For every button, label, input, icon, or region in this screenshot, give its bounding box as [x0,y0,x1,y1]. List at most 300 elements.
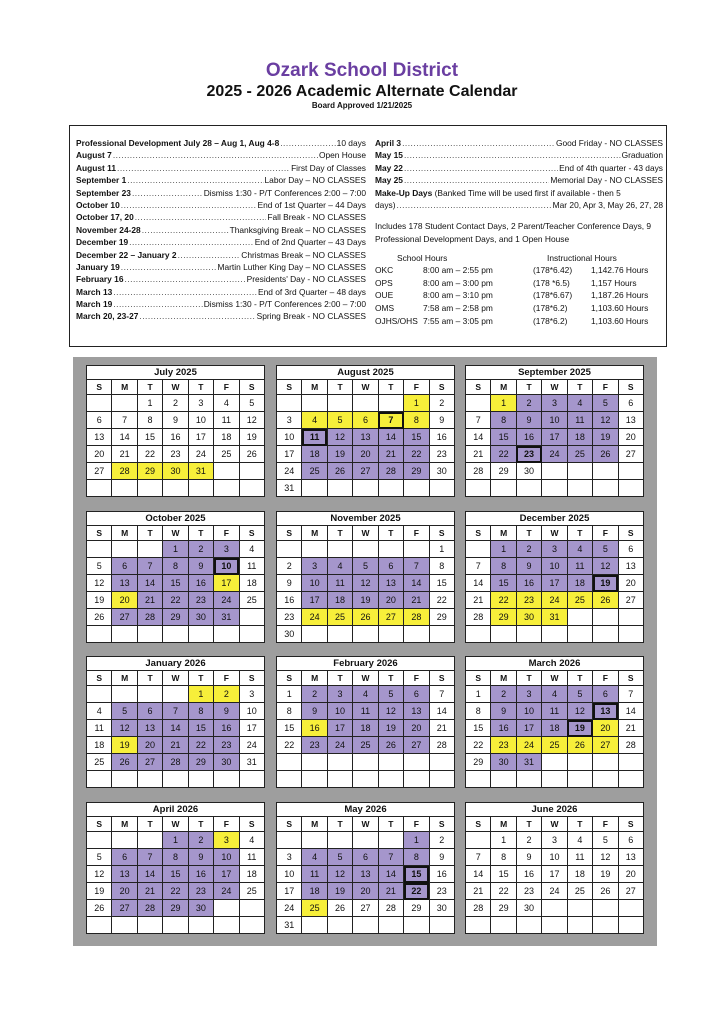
event-date: May 25 [375,175,403,186]
month-name: June 2026 [465,802,644,816]
calendar-day: 22 [404,883,429,900]
calendar-empty-cell [214,463,239,480]
calendar-day: 15 [491,575,516,592]
calendar-day: 30 [188,609,213,626]
event-description: 10 days [336,138,366,148]
calendar-day: 5 [112,703,137,720]
calendar-empty-cell [618,626,643,643]
calendar-day: 14 [137,866,162,883]
calendar-empty-cell [466,917,491,934]
calendar-day: 23 [491,737,516,754]
weekday-header: S [87,526,112,541]
calendar-day: 31 [277,917,302,934]
calendar-day: 30 [429,900,454,917]
calendar-day: 21 [163,737,188,754]
calendar-empty-cell [378,626,403,643]
weekday-header: M [491,380,516,395]
calendar-day: 23 [302,737,327,754]
calendar-day: 31 [516,754,541,771]
calendar-empty-cell [239,480,264,497]
calendar-empty-cell [516,626,541,643]
calendar-day: 2 [188,541,213,558]
calendar-day: 24 [214,592,239,609]
calendar-day: 18 [542,720,567,737]
calendar-day: 25 [87,754,112,771]
weekday-header: M [302,526,327,541]
calendar-day: 6 [137,703,162,720]
calendar-day: 1 [491,395,516,412]
weekday-header: S [277,380,302,395]
event-description: First Day of Classes [291,162,366,173]
calendar-empty-cell [302,395,327,412]
event-date: September 23 [76,187,131,198]
events-left-column [76,137,366,323]
hours-table [375,252,663,327]
calendar-empty-cell [353,395,378,412]
weekday-header: F [593,671,618,686]
calendar-day: 16 [214,720,239,737]
calendar-day: 6 [112,849,137,866]
calendar-empty-cell [87,626,112,643]
calendar-empty-cell [188,917,213,934]
weekday-header: F [404,380,429,395]
weekday-header: S [277,817,302,832]
weekday-header: S [429,671,454,686]
calendar-day: 16 [491,720,516,737]
month-calendar [86,511,265,643]
calendar-empty-cell [239,771,264,788]
calendar-day: 3 [214,541,239,558]
calendar-empty-cell [353,626,378,643]
calendar-day: 10 [214,849,239,866]
weekday-header: T [378,817,403,832]
makeup-line2-end: Mar 20, Apr 3, May 26, 27, 28 [552,199,663,210]
event-description: End of 2nd Quarter – 43 Days [254,237,366,248]
calendar-empty-cell [112,771,137,788]
calendar-day: 25 [567,592,592,609]
hours-row [375,289,663,302]
calendar-day: 4 [567,541,592,558]
calendar-day: 5 [87,849,112,866]
calendar-empty-cell [618,771,643,788]
calendar-day: 29 [466,754,491,771]
hours-calc: (178*6.42) [533,265,573,276]
calendar-day: 13 [137,720,162,737]
hours-total: 1,103.60 Hours [591,315,649,326]
calendar-day: 4 [567,395,592,412]
calendar-empty-cell [239,609,264,626]
event-row [375,137,663,149]
calendar-subtitle: 2025 - 2026 Academic Alternate Calendar [206,83,518,100]
calendar-day: 13 [112,575,137,592]
weekday-header: T [567,380,592,395]
month-name: May 2026 [276,802,455,816]
calendar-day: 18 [567,575,592,592]
calendar-day: 31 [214,609,239,626]
calendar-day: 3 [542,541,567,558]
weekday-header: F [404,817,429,832]
events-right-column [375,137,663,327]
calendar-day: 7 [618,686,643,703]
calendar-empty-cell [137,480,162,497]
calendar-day: 28 [466,609,491,626]
calendar-day: 21 [429,720,454,737]
calendar-day: 12 [87,866,112,883]
calendar-day: 11 [87,720,112,737]
calendar-day: 8 [429,558,454,575]
calendar-day: 14 [378,866,403,883]
calendar-day: 26 [327,463,352,480]
event-date: January 19 [76,261,120,272]
weekday-header: T [188,526,213,541]
calendar-day: 17 [302,592,327,609]
calendar-day: 8 [491,558,516,575]
school-name: OMS [375,302,395,313]
calendar-day: 8 [491,849,516,866]
calendar-day: 10 [188,412,213,429]
calendar-day: 30 [429,463,454,480]
calendar-day: 31 [188,463,213,480]
calendar-day: 21 [466,592,491,609]
calendar-empty-cell [466,771,491,788]
calendar-day: 7 [466,849,491,866]
event-date: October 10 [76,199,120,210]
calendar-day: 5 [327,849,352,866]
calendar-empty-cell [327,754,352,771]
calendar-day: 2 [277,558,302,575]
calendar-empty-cell [137,541,162,558]
calendar-day: 16 [516,429,541,446]
calendar-day: 26 [87,900,112,917]
calendar-empty-cell [491,480,516,497]
calendar-day: 1 [404,832,429,849]
calendar-day: 27 [112,900,137,917]
calendar-day: 26 [593,446,618,463]
calendar-day: 19 [567,720,592,737]
calendar-day: 30 [188,900,213,917]
calendar-day: 4 [239,832,264,849]
calendar-day: 22 [277,737,302,754]
calendar-day: 5 [567,686,592,703]
calendar-day: 18 [302,446,327,463]
calendar-day: 14 [163,720,188,737]
weekday-header: W [163,671,188,686]
calendar-day: 27 [353,900,378,917]
calendar-day: 12 [593,849,618,866]
calendar-empty-cell [137,771,162,788]
calendar-day: 2 [516,395,541,412]
weekday-header: S [239,526,264,541]
calendar-day: 11 [542,703,567,720]
event-description: Open House [318,150,366,161]
calendar-day: 21 [618,720,643,737]
calendar-day: 11 [239,849,264,866]
calendar-day: 30 [163,463,188,480]
event-description: Dismiss 1:30 - P/T Conferences 2:00 – 7:00 [203,299,366,310]
important-dates-box [69,125,667,347]
weekday-header: S [277,526,302,541]
calendar-day: 9 [188,849,213,866]
calendar-day: 10 [302,575,327,592]
weekday-header: M [491,817,516,832]
weekday-header: T [516,817,541,832]
weekday-header: S [618,671,643,686]
calendar-day: 16 [277,592,302,609]
calendar-day: 22 [163,883,188,900]
weekday-header: T [188,671,213,686]
hours-row [375,302,663,315]
calendar-day: 25 [302,463,327,480]
calendar-day: 1 [491,541,516,558]
event-row [375,149,663,161]
school-name: OJHS/OHS [375,315,418,326]
calendar-day: 10 [214,558,239,575]
event-row [76,310,366,322]
calendar-day: 28 [429,737,454,754]
calendar-empty-cell [466,480,491,497]
calendar-day: 8 [466,703,491,720]
calendar-empty-cell [567,626,592,643]
calendar-empty-cell [593,900,618,917]
month-name: December 2025 [465,511,644,525]
calendar-empty-cell [542,626,567,643]
weekday-header: M [491,526,516,541]
calendar-empty-cell [112,917,137,934]
makeup-line2-start: days) [375,199,396,210]
calendar-day: 10 [542,849,567,866]
calendar-empty-cell [466,541,491,558]
calendar-day: 19 [593,575,618,592]
weekday-header: S [87,671,112,686]
calendar-empty-cell [327,395,352,412]
board-approved-note: Board Approved 1/21/2025 [311,101,413,110]
calendar-day: 25 [542,737,567,754]
weekday-header: M [302,380,327,395]
calendar-day: 7 [163,703,188,720]
event-date: May 15 [375,150,403,161]
calendar-day: 13 [353,429,378,446]
calendar-day: 2 [163,395,188,412]
calendar-day: 14 [466,575,491,592]
weekday-header: M [112,817,137,832]
calendar-empty-cell [593,609,618,626]
calendar-day: 16 [302,720,327,737]
calendar-day: 3 [277,412,302,429]
calendar-empty-cell [188,771,213,788]
event-row [76,137,366,149]
calendar-day: 11 [567,412,592,429]
calendar-empty-cell [567,480,592,497]
calendar-day: 13 [593,703,618,720]
calendar-day: 25 [239,592,264,609]
calendar-day: 14 [137,575,162,592]
calendar-day: 2 [516,541,541,558]
calendar-empty-cell [137,626,162,643]
calendar-day: 2 [516,832,541,849]
month-name: October 2025 [86,511,265,525]
weekday-header: S [618,817,643,832]
calendar-empty-cell [188,626,213,643]
hours-calc: (178*6.2) [533,315,568,326]
event-description: Martin Luther King Day – NO CLASSES [217,261,366,272]
calendar-empty-cell [112,395,137,412]
calendar-empty-cell [327,541,352,558]
month-calendar [276,511,455,643]
calendar-day: 15 [163,575,188,592]
calendar-day: 24 [516,737,541,754]
event-row [76,298,366,310]
calendar-day: 12 [353,575,378,592]
calendar-day: 27 [353,463,378,480]
calendar-day: 3 [542,395,567,412]
calendar-empty-cell [277,771,302,788]
calendar-day: 18 [239,575,264,592]
calendar-day: 18 [567,429,592,446]
calendar-day: 26 [593,592,618,609]
calendar-day: 30 [491,754,516,771]
calendar-day: 27 [112,609,137,626]
event-description: Dismiss 1:30 - P/T Conferences 2:00 – 7:00 [203,187,366,198]
calendar-day: 27 [137,754,162,771]
calendar-empty-cell [516,480,541,497]
calendar-day: 6 [378,558,403,575]
calendar-day: 3 [327,686,352,703]
calendar-day: 31 [277,480,302,497]
calendar-day: 27 [618,592,643,609]
month-name: January 2026 [86,656,265,670]
calendar-empty-cell [593,917,618,934]
event-row [76,273,366,285]
calendar-day: 12 [87,575,112,592]
calendar-empty-cell [277,541,302,558]
calendar-day: 5 [378,686,403,703]
calendar-empty-cell [214,900,239,917]
calendar-day: 21 [466,446,491,463]
calendar-day: 17 [214,575,239,592]
calendar-empty-cell [491,626,516,643]
calendar-empty-cell [378,771,403,788]
calendar-day: 30 [214,754,239,771]
calendar-day: 24 [214,883,239,900]
calendar-day: 7 [466,412,491,429]
event-row [76,149,366,161]
calendar-day: 15 [277,720,302,737]
calendar-day: 15 [466,720,491,737]
calendar-empty-cell [353,541,378,558]
calendar-empty-cell [112,626,137,643]
weekday-header: T [516,380,541,395]
calendar-empty-cell [214,917,239,934]
district-title: Ozark School District [265,60,459,81]
calendar-day: 22 [429,592,454,609]
calendar-empty-cell [214,771,239,788]
weekday-header: S [466,380,491,395]
calendar-day: 27 [593,737,618,754]
weekday-header: S [466,671,491,686]
hours-calc: (178*6.2) [533,302,568,313]
calendar-day: 12 [593,558,618,575]
calendar-day: 23 [429,883,454,900]
weekday-header: T [327,380,352,395]
calendar-day: 13 [87,429,112,446]
calendar-day: 1 [163,832,188,849]
calendar-empty-cell [466,626,491,643]
calendar-day: 26 [567,737,592,754]
calendar-empty-cell [87,832,112,849]
calendar-day: 30 [516,463,541,480]
calendar-day: 17 [542,429,567,446]
month-name: April 2026 [86,802,265,816]
calendar-day: 19 [593,429,618,446]
calendar-empty-cell [593,771,618,788]
calendar-empty-cell [404,917,429,934]
calendar-day: 9 [516,412,541,429]
calendar-day: 28 [466,463,491,480]
event-description: Fall Break - NO CLASSES [267,212,366,223]
calendar-empty-cell [567,463,592,480]
calendar-day: 26 [593,883,618,900]
instructional-hours-header: Instructional Hours [547,253,617,264]
calendar-day: 23 [429,446,454,463]
calendar-day: 28 [137,609,162,626]
calendar-empty-cell [404,771,429,788]
event-description: Presidents' Day - NO CLASSES [246,274,366,285]
weekday-header: F [593,817,618,832]
calendar-empty-cell [491,917,516,934]
weekday-header: T [137,671,162,686]
calendar-empty-cell [302,626,327,643]
calendar-day: 13 [618,849,643,866]
calendar-empty-cell [378,754,403,771]
event-row [375,174,663,186]
calendar-day: 3 [214,832,239,849]
calendar-empty-cell [137,832,162,849]
calendar-day: 28 [163,754,188,771]
calendar-empty-cell [327,917,352,934]
calendar-day: 21 [112,446,137,463]
calendar-day: 14 [112,429,137,446]
calendar-day: 11 [214,412,239,429]
calendar-day: 12 [112,720,137,737]
calendar-day: 3 [188,395,213,412]
calendar-day: 20 [353,883,378,900]
calendar-day: 5 [239,395,264,412]
weekday-header: T [378,671,403,686]
calendar-day: 29 [137,463,162,480]
calendar-day: 3 [542,832,567,849]
calendar-day: 31 [239,754,264,771]
month-calendar [465,365,644,497]
month-calendar [86,656,265,788]
hours-row [375,277,663,290]
calendar-day: 22 [466,737,491,754]
calendar-day: 24 [277,900,302,917]
calendar-day: 5 [593,541,618,558]
calendar-day: 21 [378,446,403,463]
weekday-header: F [214,817,239,832]
event-description: Good Friday - NO CLASSES [555,138,663,148]
month-calendar [465,802,644,934]
weekday-header: T [516,526,541,541]
calendar-empty-cell [618,463,643,480]
weekday-header: T [378,526,403,541]
event-row [76,174,366,186]
weekday-header: W [353,380,378,395]
calendar-day: 10 [516,703,541,720]
weekday-header: W [542,526,567,541]
calendar-day: 29 [491,900,516,917]
calendar-day: 20 [112,883,137,900]
